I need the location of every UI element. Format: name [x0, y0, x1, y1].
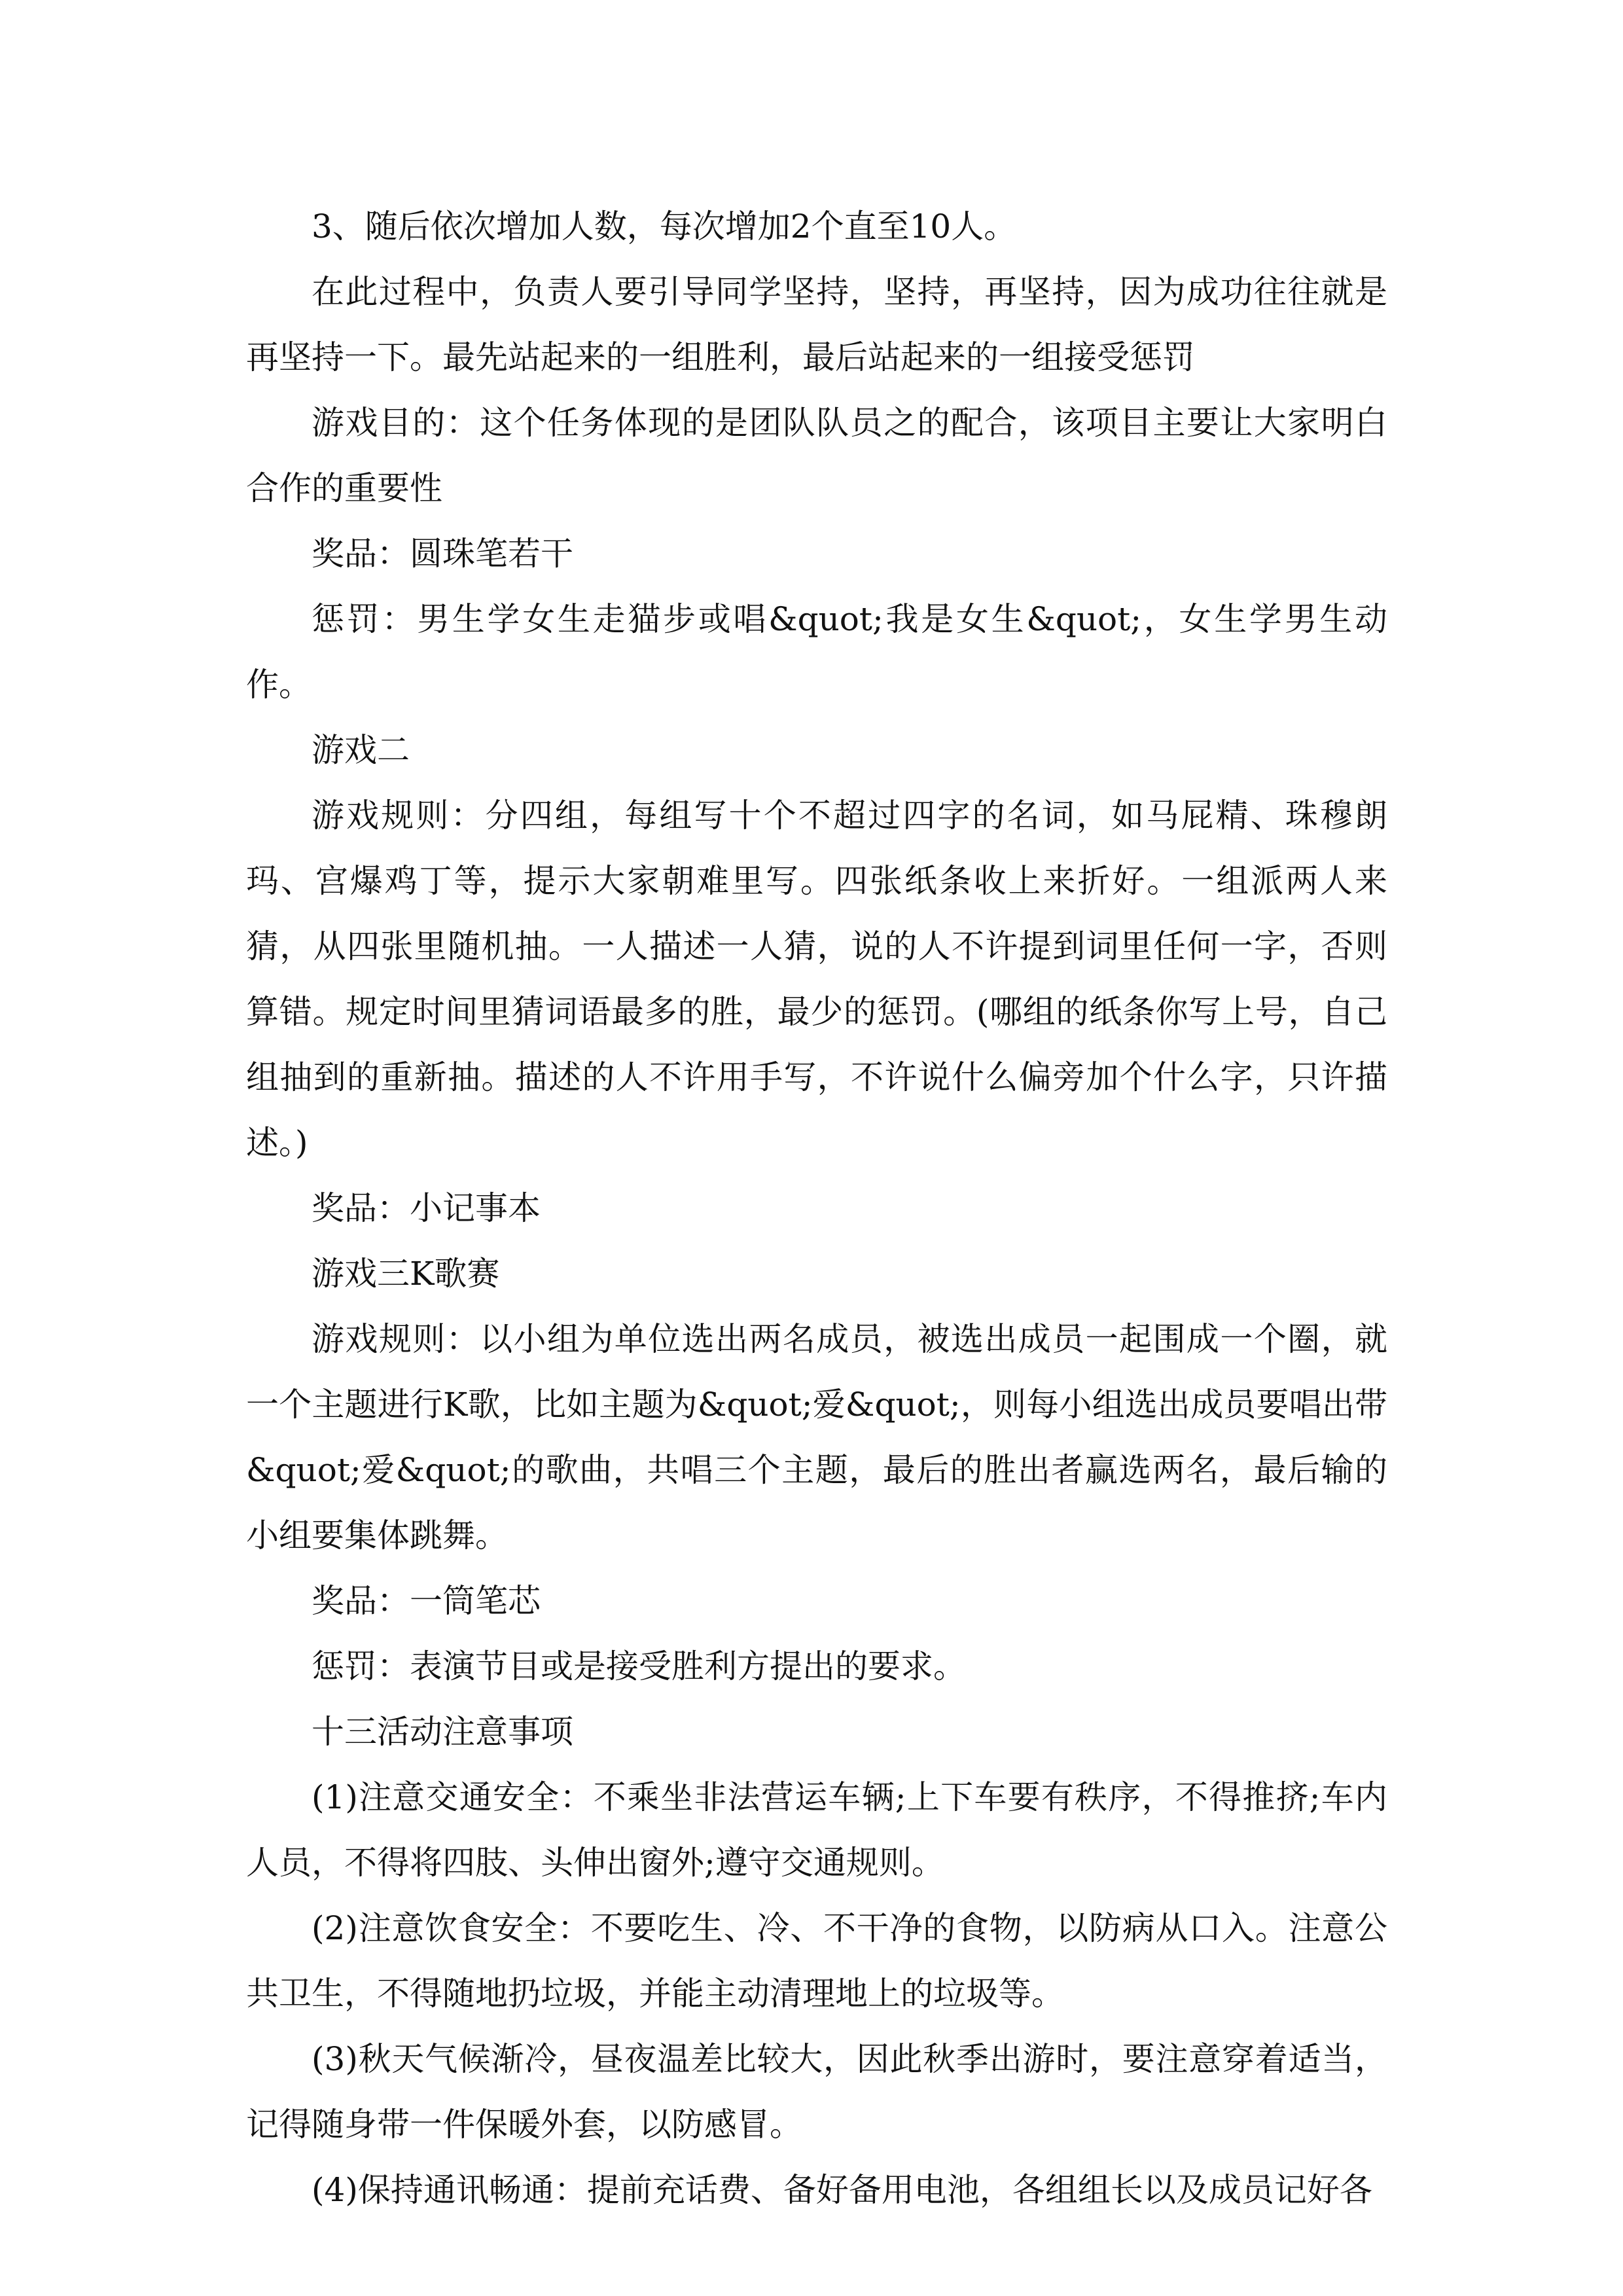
- paragraph-note-2-food: (2)注意饮食安全：不要吃生、冷、不干净的食物，以防病从口入。注意公共卫生，不得随地扔垃圾，并能主动清理地上的垃圾等。: [246, 1909, 1387, 2013]
- paragraph-game-3-heading: 游戏三K歌赛: [312, 1255, 500, 1293]
- paragraph-game-purpose: 游戏目的：这个任务体现的是团队队员之的配合，该项目主要让大家明白合作的重要性: [246, 404, 1387, 507]
- paragraph-prize-1: 奖品：圆珠笔若干: [312, 535, 573, 573]
- paragraph-note-1-traffic: (1)注意交通安全：不乘坐非法营运车辆;上下车要有秩序，不得推挤;车内人员，不得将四肢、头伸出窗外;遵守交通规则。: [246, 1778, 1387, 1882]
- paragraph-prize-2: 奖品：小记事本: [312, 1189, 541, 1227]
- paragraph-prize-3: 奖品：一筒笔芯: [312, 1582, 541, 1620]
- paragraph-note-4-communication: (4)保持通讯畅通：提前充话费、备好备用电池，各组组长以及成员记好各: [312, 2171, 1372, 2209]
- paragraph-game-2-rules: 游戏规则：分四组，每组写十个不超过四字的名词，如马屁精、珠穆朗玛、宫爆鸡丁等，提示大家朝难里写。四张纸条收上来折好。一组派两人来猜，从四张里随机抽。一人描述一人猜，说的人不许提到词里任何一字，否则算错。规定时间里猜词语最多的胜，最少的惩罚。(哪组的纸条你写上号，自己组抽到的重新抽。描述的人不许用手写，不许说什么偏旁加个什么字，只许描述。): [246, 797, 1387, 1162]
- paragraph-penalty-3: 惩罚：表演节目或是接受胜利方提出的要求。: [312, 1647, 966, 1685]
- paragraph-penalty-1: 惩罚：男生学女生走猫步或唱&quot;我是女生&quot;，女生学男生动作。: [246, 600, 1387, 704]
- paragraph-note-3-weather: (3)秋天气候渐冷，昼夜温差比较大，因此秋季出游时，要注意穿着适当，记得随身带一件保暖外套，以防感冒。: [246, 2040, 1387, 2144]
- document-body: [246, 194, 1387, 2223]
- paragraph-section-13-heading: 十三活动注意事项: [312, 1713, 573, 1751]
- paragraph-persist: 在此过程中，负责人要引导同学坚持，坚持，再坚持，因为成功往往就是再坚持一下。最先站起来的一组胜利，最后站起来的一组接受惩罚: [246, 273, 1387, 376]
- paragraph-game-3-rules: 游戏规则：以小组为单位选出两名成员，被选出成员一起围成一个圈，就一个主题进行K歌，比如主题为&quot;爱&quot;，则每小组选出成员要唱出带&quot;爱&quot;的歌曲，共唱三个主题，最后的胜出者赢选两名，最后输的小组要集体跳舞。: [246, 1320, 1387, 1554]
- paragraph-game-2-heading: 游戏二: [312, 731, 410, 769]
- paragraph-step-3: 3、随后依次增加人数，每次增加2个直至10人。: [312, 207, 1017, 245]
